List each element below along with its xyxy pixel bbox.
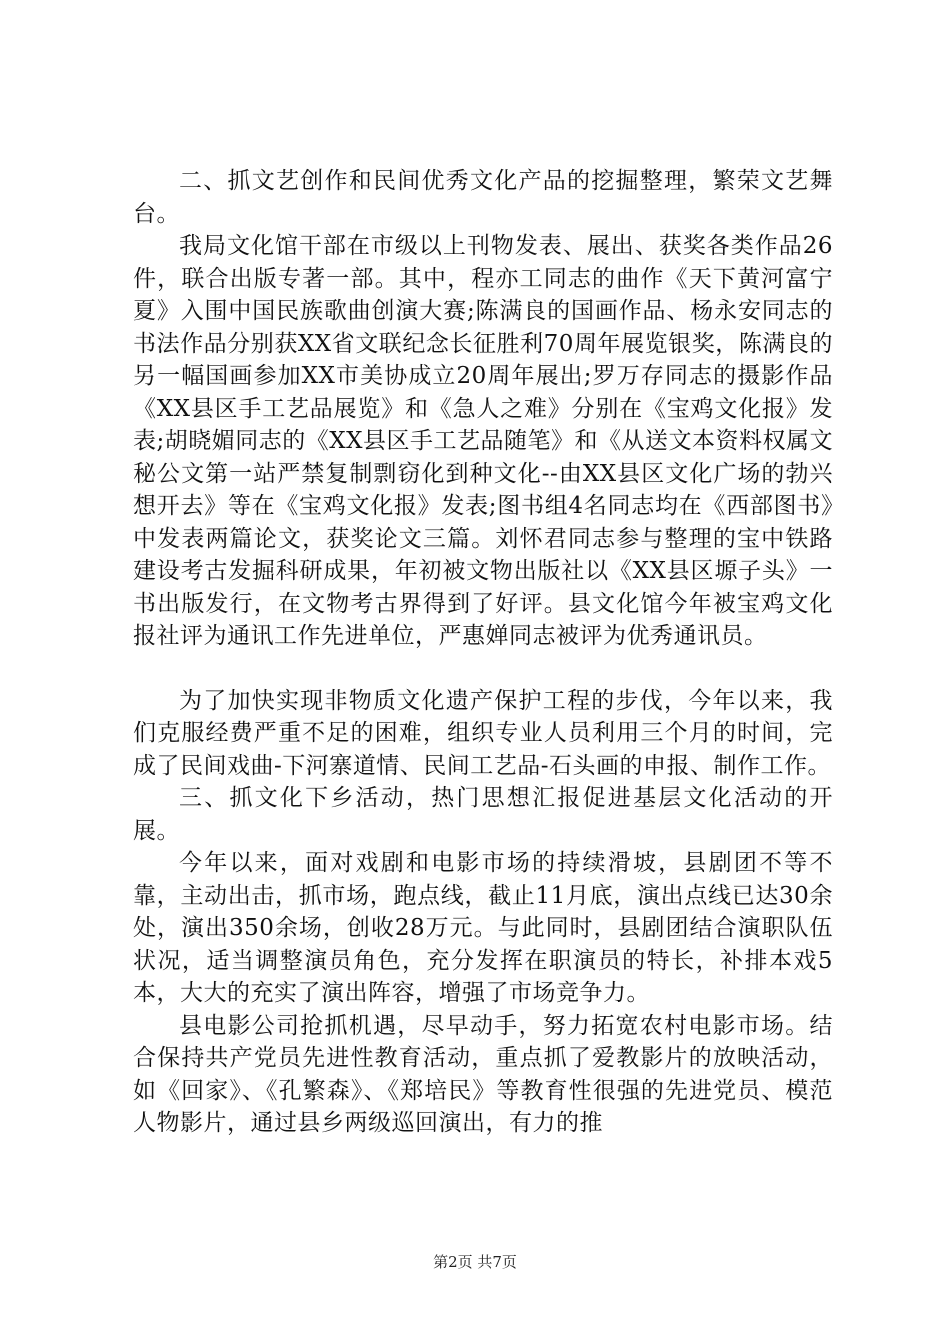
- paragraph-film: 县电影公司抢抓机遇，尽早动手，努力拓宽农村电影市场。结合保持共产党员先进性教育活动，重点抓了爱教影片的放映活动，如《回家》、《孔繁森》、《郑培民》等教育性很强的先进党员、模范人物影片，通过县乡两级巡回演出，有力的推: [133, 1012, 833, 1136]
- paragraph-theater: 今年以来，面对戏剧和电影市场的持续滑坡，县剧团不等不靠，主动出击，抓市场，跑点线，截止11月底，演出点线已达30余处，演出350余场，创收28万元。与此同时，县剧团结合演职队伍状况，适当调整演员角色，充分发挥在职演员的特长，补排本戏5本，大大的充实了演出阵容，增强了市场竞争力。: [133, 850, 833, 1006]
- section-heading-3: 三、抓文化下乡活动，热门思想汇报促进基层文化活动的开展。: [133, 785, 833, 844]
- paragraph-heritage: 为了加快实现非物质文化遗产保护工程的步伐，今年以来，我们克服经费严重不足的困难，组织专业人员利用三个月的时间，完成了民间戏曲-下河寨道情、民间工艺品-石头画的申报、制作工作。: [133, 687, 833, 779]
- page-number-footer: 第2页 共7页: [433, 1253, 517, 1271]
- paragraph-publications: 我局文化馆干部在市级以上刊物发表、展出、获奖各类作品26件，联合出版专著一部。其中，程亦工同志的曲作《天下黄河富宁夏》入围中国民族歌曲创演大赛;陈满良的国画作品、杨永安同志的书法作品分别获XX省文联纪念长征胜利70周年展览银奖，陈满良的另一幅国画参加XX市美协成立20周年展出;罗万存同志的摄影作品《XX县区手工艺品展览》和《急人之难》分别在《宝鸡文化报》发表;胡晓媚同志的《XX县区手工艺品随笔》和《从送文本资料权属文秘公文第一站严禁复制剽窃化到种文化--由XX县区文化广场的勃兴想开去》等在《宝鸡文化报》发表;图书组4名同志均在《西部图书》中发表两篇论文，获奖论文三篇。刘怀君同志参与整理的宝中铁路建设考古发掘科研成果，年初被文物出版社以《XX县区塬子头》一书出版发行，在文物考古界得到了好评。县文化馆今年被宝鸡文化报社评为通讯工作先进单位，严惠婵同志被评为优秀通讯员。: [133, 233, 833, 649]
- document-body: [133, 165, 833, 1140]
- paragraph-spacer: [133, 653, 833, 685]
- section-heading-2: 二、抓文艺创作和民间优秀文化产品的挖掘整理，繁荣文艺舞台。: [133, 168, 833, 227]
